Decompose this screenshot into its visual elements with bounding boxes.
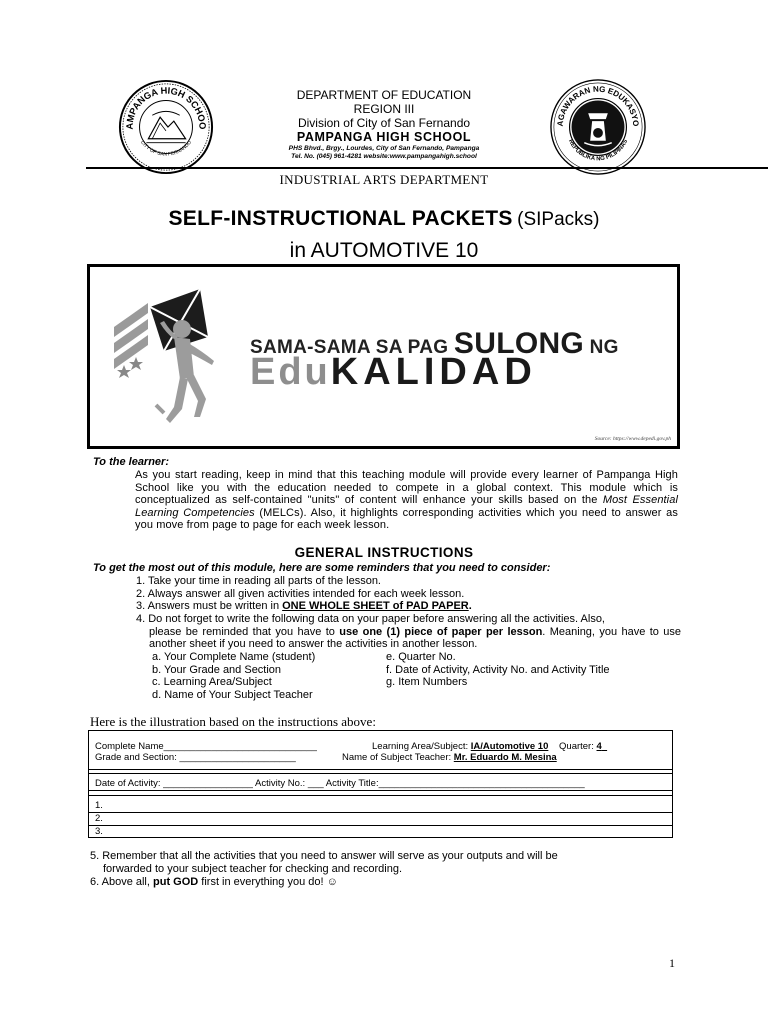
data-item-g: g. Item Numbers [386,676,468,689]
form-quarter-value: 4 [596,741,602,752]
item3-pad-paper: ONE WHOLE SHEET of PAD PAPER [282,600,469,612]
data-items-left [152,651,315,701]
slogan-sama-sama: SAMA-SAMA SA PAG [250,337,449,358]
school-name: PAMPANGA HIGH SCHOOL [296,130,472,144]
general-instructions-title: GENERAL INSTRUCTIONS [294,545,474,560]
form-item-3: 3. [95,826,103,837]
form-item-2: 2. [95,813,103,824]
banner-slogan-line2 [250,351,537,394]
instruction-item-3 [136,600,472,613]
form-row-name [95,741,317,752]
instruction-item-1: 1. Take your time in reading all parts of the lesson. [136,575,381,587]
item4-continuation [136,626,681,651]
item3-text: 3. Answers must be written in [136,600,283,612]
form-divider-2 [89,773,672,774]
instruction-item-2: 2. Always answer all given activities intended for each week lesson. [136,588,465,600]
form-learning-area-label: Learning Area/Subject: [372,741,471,752]
school-address: PHS Bhvd., Brgy., Lourdes, City of San Fernando, Pampanga [288,145,480,152]
division-line: Division of City of San Fernando [297,116,471,130]
form-row-grade [95,752,296,763]
melc-emphasis: Most Essential Learning Competencies [135,494,678,519]
form-divider-4 [89,795,672,796]
learner-paragraph-part2: (MELCs). Also, it highlights corresponding activities which you need to answer as you move from page to page for each week lesson. [135,506,678,532]
to-the-learner-heading: To the learner: [93,456,169,468]
instruction-item-6 [90,876,338,889]
form-divider-3 [89,790,672,791]
title-subject: in AUTOMOTIVE 10 [289,239,479,262]
item3-period: . [468,600,472,612]
form-teacher-label: Name of Subject Teacher: [342,752,454,763]
svg-text:CITY OF SAN FERNANDO: CITY OF SAN FERNANDO [139,140,193,158]
industrial-arts-department: INDUSTRIAL ARTS DEPARTMENT [279,172,489,187]
item4-meaning: . Meaning, you have to use another sheet if you need to answer the activities in another lesson. [149,625,681,651]
title-main: SELF-INSTRUCTIONAL PACKETS [168,207,513,230]
form-grade-section: Grade and Section: ______________________ [95,752,296,763]
data-item-b: b. Your Grade and Section [152,663,282,676]
document-title [0,204,768,266]
form-row-teacher [342,752,557,763]
department-of-education-line: DEPARTMENT OF EDUCATION [296,88,472,102]
data-item-c: c. Learning Area/Subject [152,676,272,689]
general-instructions-intro: To get the most out of this module, here are some reminders that you need to consider: [93,562,551,574]
learner-paragraph [135,469,678,532]
form-divider-1 [89,769,672,770]
instruction-item-5: 5. Remember that all the activities that you need to answer will serve as your outputs and will be [90,850,558,862]
letterhead [234,88,534,161]
svg-text:REPUBLIKA NG PILIPINAS: REPUBLIKA NG PILIPINAS [566,138,630,163]
data-items-right [386,651,610,689]
form-row-learning-area [372,741,607,752]
header-divider [86,167,768,169]
sample-paper-header [88,730,673,838]
school-contact: Tel. No. (045) 961-4281 website:www.pampangahigh.school [291,153,477,160]
item4-first-line: 4. Do not forget to write the following data on your paper before answering all the activities. Also, [136,613,605,625]
title-abbrev: (SIPacks) [517,209,600,230]
learner-paragraph-part1: As you start reading, keep in mind that this teaching module will provide every learner of Pampanga High School like you with the education needed to compete in a global context. This module which is conceptualized as self-contained "units" of content will enhance your skills based on the [135,469,678,507]
deped-seal [549,78,647,176]
deped-seal-graphic [549,78,647,176]
sulong-edukalidad-banner [87,264,680,449]
slogan-ng: NG [589,337,619,358]
banner-source: Source: https://www.depedi.gov.ph [594,436,671,442]
form-teacher-value: Mr. Eduardo M. Mesina [453,752,557,763]
item4-reminder: please be reminded that you have to [149,625,340,638]
pampanga-high-school-seal [117,78,215,176]
form-learning-area-value: IA/Automotive 10 [470,741,549,752]
form-divider-6 [89,825,672,826]
item6-rest: first in everything you do! ☺ [198,876,338,888]
school-seal-graphic [117,78,215,176]
data-item-d: d. Name of Your Subject Teacher [152,688,313,701]
data-item-e: e. Quarter No. [386,651,456,663]
illustration-caption: Here is the illustration based on the instructions above: [90,714,376,729]
item4-one-paper: use one (1) piece of paper per lesson [339,625,543,638]
form-item-1: 1. [95,800,103,811]
item6-text: 6. Above all, [90,876,153,888]
page-number: 1 [669,956,675,970]
form-divider-5 [89,812,672,813]
form-complete-name: Complete Name_____________________________ [95,741,317,752]
item6-put-god: put GOD [153,876,199,888]
data-item-f: f. Date of Activity, Activity No. and Activity Title [386,663,610,676]
instruction-item-5-cont: forwarded to your subject teacher for checking and recording. [103,863,402,875]
data-item-a: a. Your Complete Name (student) [152,651,316,663]
slogan-sulong: SULONG [453,327,585,360]
region-line: REGION III [353,102,415,116]
svg-text:PAMPANGA HIGH SCHOOL: AMPANGA HIGH SCHOO [124,85,208,130]
form-row-date: Date of Activity: _________________ Activity No.: ___ Activity Title:_______________________________________ [95,778,585,789]
slogan-edu: Edu [250,351,331,393]
form-quarter-label: Quarter: [559,741,597,752]
instruction-item-4 [136,613,681,651]
svg-text:KAGAWARAN NG EDUKASYON: AGAWARAN NG EDUKASYO [555,84,641,127]
slogan-kalidad: KALIDAD [330,351,537,393]
